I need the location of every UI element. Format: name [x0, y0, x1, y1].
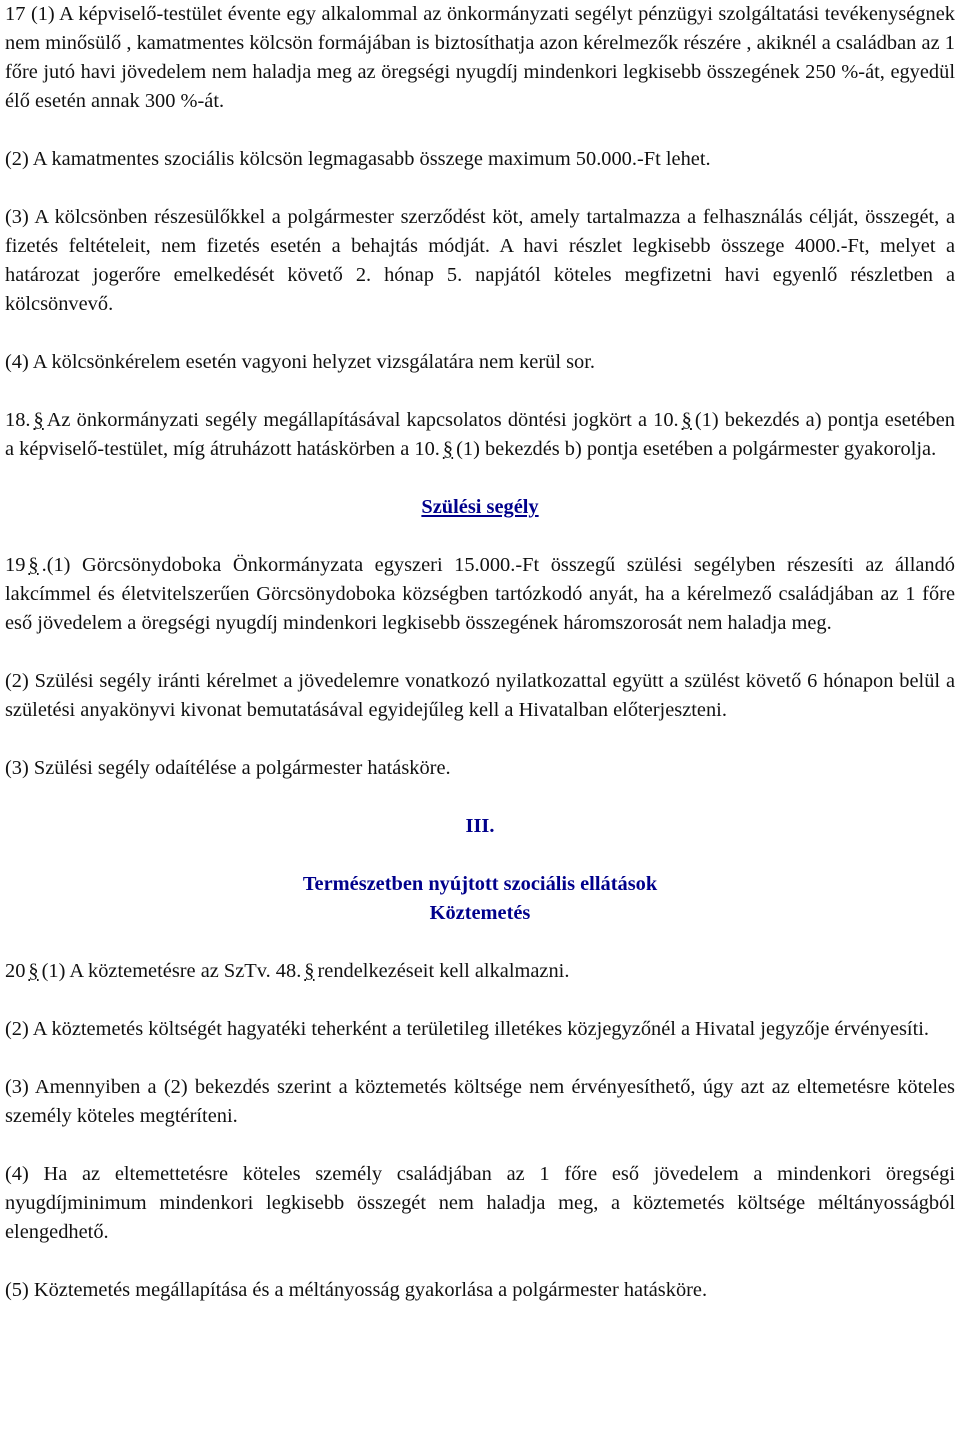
paragraph-18-text-3: (1) bekezdés b) pontja esetében a polgármester gyakorolja. [456, 438, 937, 460]
paragraph-20-text-1: (1) A köztemetésre az SzTv. 48. [41, 960, 302, 982]
paragraph-20-3: (3) Amennyiben a (2) bekezdés szerint a köztemetés költsége nem érvényesíthető, úgy azt az eltemetésre köteles személy köteles megtéríteni. [5, 1076, 955, 1127]
paragraph-20-2: (2) A köztemetés költségét hagyatéki teherként a területileg illetékes közjegyzőnél a Hivatal jegyzője érvényesíti. [5, 1018, 930, 1040]
heading-part-iii: III. [465, 815, 495, 837]
heading-szulesi-segely: Szülési segély [421, 496, 539, 518]
section-symbol: § [681, 409, 692, 431]
paragraph-19-3: (3) Szülési segély odaítélése a polgármester hatásköre. [5, 757, 451, 779]
paragraph-17-2: (2) A kamatmentes szociális kölcsön legmagasabb összege maximum 50.000.-Ft lehet. [5, 148, 711, 170]
heading-koztemetes: Köztemetés [429, 902, 531, 924]
paragraph-20-text-2: rendelkezéseit kell alkalmazni. [317, 960, 570, 982]
paragraph-18-text-2: (1) bekezdés a) pontja esetében a képviselő-testület, míg átruházott hatáskörben a 10. [5, 409, 955, 460]
paragraph-20-5: (5) Köztemetés megállapítása és a méltányosság gyakorlása a polgármester hatásköre. [5, 1279, 708, 1301]
section-symbol: § [442, 438, 454, 460]
paragraph-17-4: (4) A kölcsönkérelem esetén vagyoni helyzet vizsgálatára nem kerül sor. [5, 351, 595, 373]
paragraph-17-1: 17 (1) A képviselő-testület évente egy alkalommal az önkormányzati segélyt pénzügyi szolgáltatási tevékenységnek nem minősülő , kamatmentes kölcsön formájában is biztosíthatja azon kérelmezők részére , akiknél a családban az 1 főre jutó havi jövedelem nem haladja meg az öregségi nyugdíj mindenkori legkisebb összegének 250 %-át, egyedül élő esetén annak 300 %-át. [5, 3, 955, 112]
paragraph-19-text: .(1) Görcsönydoboka Önkormányzata egyszeri 15.000.-Ft összegű szülési segélyben részesíti az állandó lakcímmel és életvitelszerűen Görcsönydoboka községben tartózkodó anyát, ha a kérelmező családjában az 1 főre eső jövedelem a öregségi nyugdíj mindenkori legkisebb összegének háromszorosát nem haladja meg. [5, 554, 955, 634]
section-symbol: § [33, 409, 44, 431]
paragraph-19-1 [5, 551, 955, 638]
paragraph-18-text-1: Az önkormányzati segély megállapításával kapcsolatos döntési jogkört a 10. [46, 409, 679, 431]
paragraph-19-number: 19 [5, 554, 26, 576]
section-symbol: § [28, 960, 39, 982]
heading-termeszetben: Természetben nyújtott szociális ellátások [302, 873, 658, 895]
paragraph-20-1 [5, 957, 955, 986]
section-symbol: § [304, 960, 315, 982]
paragraph-18-number: 18. [5, 409, 31, 431]
paragraph-18 [5, 406, 955, 464]
paragraph-19-2: (2) Szülési segély iránti kérelmet a jövedelemre vonatkozó nyilatkozattal együtt a szülést követő 6 hónapon belül a születési anyakönyvi kivonat bemutatásával egyidejűleg kell a Hivatalban előterjeszteni. [5, 670, 955, 721]
section-symbol: § [28, 554, 39, 576]
paragraph-20-4: (4) Ha az eltemettetésre köteles személy családjában az 1 főre eső jövedelem a mindenkori öregségi nyugdíjminimum mindenkori legkisebb összegét nem haladja meg, a köztemetés költsége méltányosságból elengedhető. [5, 1163, 955, 1243]
paragraph-20-number: 20 [5, 960, 26, 982]
paragraph-17-3: (3) A kölcsönben részesülőkkel a polgármester szerződést köt, amely tartalmazza a felhasználás célját, összegét, a fizetés feltételeit, nem fizetés esetén a behajtás módját. A havi részlet legkisebb összege 4000.-Ft, melyet a határozat jogerőre emelkedését követő 2. hónap 5. napjától köteles megfizetni havi egyenlő részletben a kölcsönvevő. [5, 206, 955, 315]
